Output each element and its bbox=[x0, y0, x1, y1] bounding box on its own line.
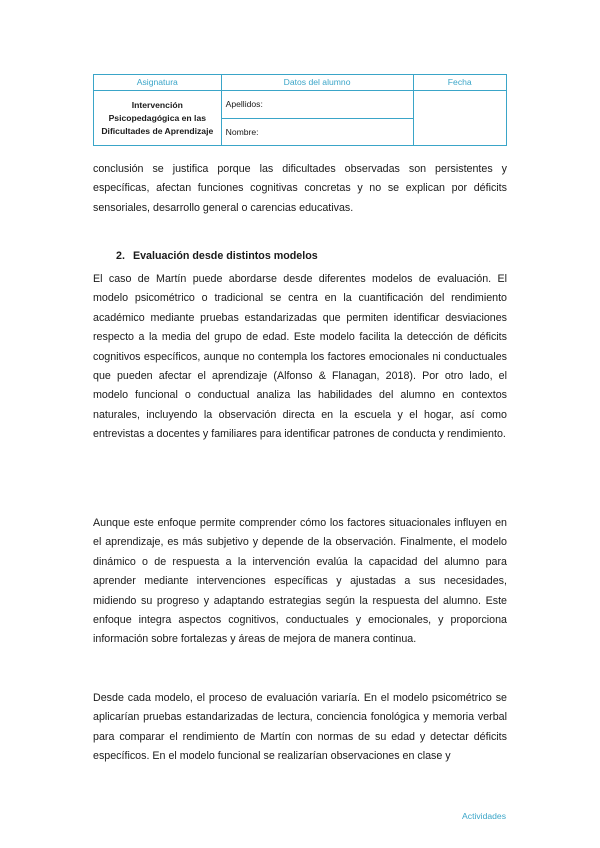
name-field: Nombre: bbox=[221, 118, 413, 146]
header-table bbox=[93, 74, 507, 146]
paragraph-conclusion: conclusión se justifica porque las dificultades observadas son persistentes y específicas, afectan funciones cognitivas concretas y no se explican por déficits sensoriales, desarrollo general o carencias educativas. bbox=[93, 163, 507, 214]
footer-label: Actividades bbox=[462, 811, 506, 821]
surname-field: Apellidos: bbox=[221, 91, 413, 119]
header-col-subject: Asignatura bbox=[94, 75, 222, 91]
section-title: Evaluación desde distintos modelos bbox=[132, 250, 318, 262]
header-col-date: Fecha bbox=[413, 75, 507, 91]
paragraph-evaluation: Desde cada modelo, el proceso de evaluación variaría. En el modelo psicométrico se aplicarían pruebas estandarizadas de lectura, conciencia fonológica y memoria verbal para comparar el rendimiento de Martín con normas de su edad y detectar déficits específicos. En el modelo funcional se realizarían observaciones en clase y bbox=[93, 692, 507, 763]
paragraph-approach: Aunque este enfoque permite comprender cómo los factores situacionales influyen en el aprendizaje, es más subjetivo y depende de la observación. Finalmente, el modelo dinámico o de respuesta a la intervención evalúa la capacidad del alumno para aprender mediante intervenciones específicas y ajustadas a sus necesidades, midiendo su progreso y adaptando estrategias según la respuesta del alumno. Este enfoque integra aspectos cognitivos, conductuales y emocionales, y proporciona información sobre fortalezas y áreas de mejora de manera continua. bbox=[93, 517, 507, 646]
paragraph-models: El caso de Martín puede abordarse desde diferentes modelos de evaluación. El modelo psicométrico o tradicional se centra en la cuantificación del rendimiento académico mediante pruebas estandarizadas que permiten identificar desviaciones respecto a la media del grupo de edad. Este modelo facilita la detección de déficits cognitivos específicos, aunque no contempla los factores emocionales ni conductuales que pueden afectar el aprendizaje (Alfonso & Flanagan, 2018). Por otro lado, el modelo funcional o conductual analiza las habilidades del alumno en contextos naturales, incluyendo la observación directa en la escuela y el hogar, así como entrevistas a docentes y familiares para identificar patrones de conducta y rendimiento. bbox=[93, 273, 507, 441]
header-col-student: Datos del alumno bbox=[221, 75, 413, 91]
date-cell bbox=[413, 91, 507, 146]
section-heading bbox=[116, 250, 318, 262]
subject-value: Intervención Psicopedagógica en las Dificultades de Aprendizaje bbox=[94, 91, 222, 146]
section-number: 2. bbox=[116, 250, 125, 262]
